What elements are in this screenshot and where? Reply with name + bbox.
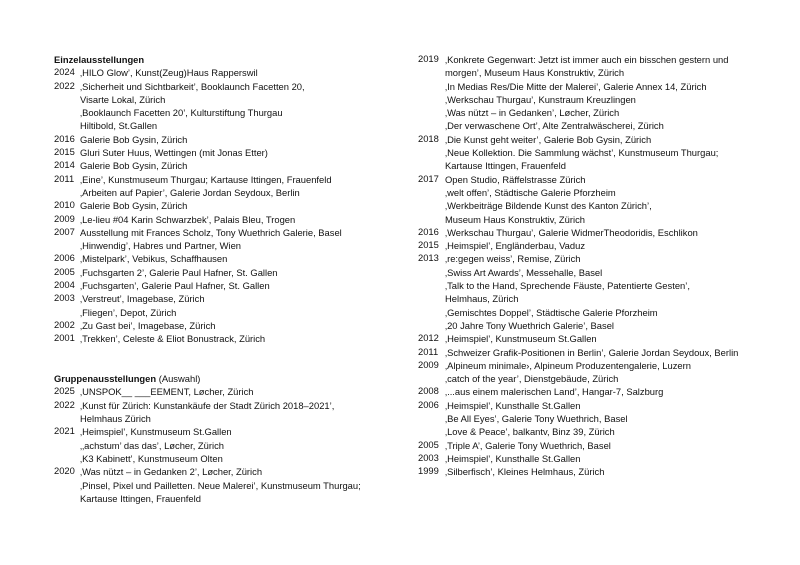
exhibition-lines: [80, 319, 399, 332]
exhibition-line: ‚Fliegen’, Depot, Zürich: [80, 306, 177, 318]
exhibition-entry: [54, 292, 399, 319]
group-exhibitions-list: [54, 385, 399, 505]
exhibition-line: Museum Haus Konstruktiv, Zürich: [445, 213, 585, 225]
exhibition-line: ‚Neue Kollektion. Die Sammlung wächst’, Kunstmuseum Thurgau;: [445, 147, 719, 159]
exhibition-lines: [445, 346, 788, 359]
exhibition-entry: [54, 465, 399, 505]
exhibition-line: ‚HILO Glow’, Kunst(Zeug)Haus Rapperswil: [80, 67, 258, 79]
exhibition-line: Galerie Bob Gysin, Zürich: [80, 200, 188, 212]
exhibition-entry: [54, 226, 399, 253]
exhibition-line: ‚Werkschau Thurgau’, Kunstraum Kreuzlingen: [445, 93, 636, 105]
exhibition-year: 2006: [54, 252, 75, 264]
exhibition-year: 2005: [54, 265, 75, 277]
exhibition-line: ‚Talk to the Hand, Sprechende Fäuste, Patentierte Gesten’,: [445, 280, 690, 292]
exhibition-year: 2020: [54, 465, 75, 477]
exhibition-line: ‚Was nützt – in Gedanken’, Løcher, Zürich: [445, 107, 620, 119]
exhibition-year: 2025: [54, 385, 75, 397]
exhibition-year: 2013: [418, 252, 439, 264]
exhibition-line: ‚K3 Kabinett’, Kunstmuseum Olten: [80, 452, 223, 464]
exhibition-year: 2003: [418, 451, 439, 463]
exhibition-lines: [445, 359, 788, 386]
exhibition-line: ‚Swiss Art Awards’, Messehalle, Basel: [445, 266, 603, 278]
exhibition-line: Galerie Bob Gysin, Zürich: [80, 160, 188, 172]
exhibition-year: 2016: [54, 132, 75, 144]
exhibition-line: ‚Was nützt – in Gedanken 2’, Løcher, Zürich: [80, 466, 263, 478]
exhibition-line: ‚Arbeiten auf Papier’, Galerie Jordan Seydoux, Berlin: [80, 186, 300, 198]
exhibition-line: ‚Pinsel, Pixel und Pailletten. Neue Malerei’, Kunstmuseum Thurgau;: [80, 479, 361, 491]
exhibition-line: ‚20 Jahre Tony Wuethrich Galerie’, Basel: [445, 319, 615, 331]
exhibition-year: 1999: [418, 465, 439, 477]
exhibition-line: ‚Be All Eyes’, Galerie Tony Wuethrich, Basel: [445, 413, 628, 425]
exhibition-line: ‚re:gegen weiss’, Remise, Zürich: [445, 253, 581, 265]
exhibition-line: ‚Mistelpark’, Vebikus, Schaffhausen: [80, 253, 228, 265]
exhibition-entry: [418, 346, 788, 359]
exhibition-entry: [54, 213, 399, 226]
exhibition-lines: [445, 399, 788, 439]
group-exhibitions-heading: Gruppenausstellungen (Auswahl): [54, 373, 201, 385]
exhibition-line: ‚Booklaunch Facetten 20’, Kulturstiftung Thurgau: [80, 107, 283, 119]
exhibition-line: Kartause Ittingen, Frauenfeld: [445, 160, 566, 172]
exhibition-entry: [418, 385, 788, 398]
exhibition-line: ‚Schweizer Grafik-Positionen in Berlin’, Galerie Jordan Seydoux, Berlin: [445, 346, 739, 358]
exhibition-line: Helmhaus Zürich: [80, 413, 151, 425]
exhibition-line: ‚Le-lieu #04 Karin Schwarzbek’, Palais Bleu, Trogen: [80, 213, 296, 225]
exhibition-line: Galerie Bob Gysin, Zürich: [80, 133, 188, 145]
exhibition-line: Kartause Ittingen, Frauenfeld: [80, 492, 201, 504]
exhibition-line: ‚Heimspiel’, Kunstmuseum St.Gallen: [445, 333, 597, 345]
exhibition-entry: [418, 465, 788, 478]
exhibition-year: 2011: [54, 172, 75, 184]
exhibition-entry: [54, 133, 399, 146]
exhibition-lines: [80, 266, 399, 279]
exhibition-lines: [80, 226, 399, 253]
exhibition-entry: [418, 239, 788, 252]
exhibition-lines: [80, 399, 399, 426]
exhibition-line: ‚Fuchsgarten’, Galerie Paul Hafner, St. Gallen: [80, 280, 270, 292]
exhibition-year: 2009: [418, 358, 439, 370]
exhibition-year: 2024: [54, 66, 75, 78]
exhibition-lines: [445, 465, 788, 478]
exhibition-year: 2010: [54, 199, 75, 211]
exhibition-line: ‚Sicherheit und Sichtbarkeit’, Booklaunch Facetten 20,: [80, 80, 305, 92]
group-exhibitions-list-continued: [418, 53, 788, 479]
exhibition-year: 2019: [418, 53, 439, 64]
exhibition-line: ‚welt offen’, Städtische Galerie Pforzheim: [445, 186, 616, 198]
exhibition-entry: [54, 146, 399, 159]
group-heading-note: (Auswahl): [156, 373, 201, 385]
exhibition-entry: [54, 266, 399, 279]
exhibition-year: 2018: [418, 132, 439, 144]
exhibition-entry: [418, 399, 788, 439]
exhibition-line: ‚Konkrete Gegenwart: Jetzt ist immer auch ein bisschen gestern und: [445, 54, 729, 65]
exhibition-entry: [418, 53, 788, 133]
exhibition-line: ‚Trekken’, Celeste & Eliot Bonustrack, Zürich: [80, 333, 266, 345]
exhibition-line: ‚Triple A’, Galerie Tony Wuethrich, Basel: [445, 439, 611, 451]
exhibition-line: Gluri Suter Huus, Wettingen (mit Jonas Etter): [80, 147, 268, 159]
exhibition-year: 2014: [54, 159, 75, 171]
exhibition-lines: [80, 133, 399, 146]
exhibition-entry: [418, 226, 788, 239]
exhibition-line: ‚catch of the year’, Dienstgebäude, Zürich: [445, 373, 619, 385]
exhibition-lines: [445, 439, 788, 452]
exhibition-year: 2015: [418, 239, 439, 251]
exhibition-line: morgen’, Museum Haus Konstruktiv, Zürich: [445, 67, 625, 79]
exhibition-line: ‚Silberfisch’, Kleines Helmhaus, Zürich: [445, 466, 605, 478]
exhibition-lines: [445, 252, 788, 332]
exhibition-line: ‚Heimspiel’, Kunsthalle St.Gallen: [445, 452, 581, 464]
exhibition-lines: [80, 159, 399, 172]
exhibition-entry: [54, 332, 399, 345]
exhibition-line: ‚Alpineum minimale›, Alpineum Produzentengalerie, Luzern: [445, 359, 691, 371]
exhibition-line: Helmhaus, Zürich: [445, 293, 519, 305]
exhibition-line: ‚Love & Peace’, balkantv, Binz 39, Zürich: [445, 426, 615, 438]
exhibition-line: ‚Fuchsgarten 2’, Galerie Paul Hafner, St. Gallen: [80, 266, 278, 278]
exhibition-line: ‚UNSPOK__ ___EEMENT, Løcher, Zürich: [80, 386, 254, 398]
exhibition-year: 2022: [54, 398, 75, 410]
exhibition-year: 2005: [418, 438, 439, 450]
solo-exhibitions-list: [54, 66, 399, 345]
exhibition-year: 2017: [418, 172, 439, 184]
exhibition-line: ‚Heimspiel’, Kunstmuseum St.Gallen: [80, 426, 232, 438]
exhibition-line: Visarte Lokal, Zürich: [80, 93, 166, 105]
exhibition-year: 2008: [418, 385, 439, 397]
exhibition-line: ‚Heimspiel’, Engländerbau, Vaduz: [445, 240, 586, 252]
exhibition-lines: [445, 332, 788, 345]
exhibition-entry: [54, 159, 399, 172]
left-column: [54, 53, 399, 505]
exhibition-entry: [54, 385, 399, 398]
exhibition-line: ‚Die Kunst geht weiter’, Galerie Bob Gysin, Zürich: [445, 133, 652, 145]
exhibition-entry: [418, 359, 788, 386]
exhibition-line: ‚In Medias Res/Die Mitte der Malerei’, Galerie Annex 14, Zürich: [445, 80, 707, 92]
exhibition-line: ‚Hinwendig’, Habres und Partner, Wien: [80, 240, 242, 252]
exhibition-entry: [418, 452, 788, 465]
exhibition-lines: [80, 425, 399, 465]
exhibition-line: ‚...aus einem malerischen Land’, Hangar-7, Salzburg: [445, 386, 664, 398]
exhibition-line: ‚Werkbeiträge Bildende Kunst des Kanton Zürich’,: [445, 200, 652, 212]
exhibition-entry: [418, 439, 788, 452]
exhibition-year: 2012: [418, 332, 439, 344]
exhibition-entry: [54, 199, 399, 212]
exhibition-lines: [80, 199, 399, 212]
solo-exhibitions-heading: Einzelausstellungen: [54, 54, 145, 65]
exhibition-line: ‚Werkschau Thurgau’, Galerie WidmerTheodoridis, Eschlikon: [445, 226, 698, 238]
exhibition-line: ‚‚achstum’ das das’, Løcher, Zürich: [80, 439, 224, 451]
exhibition-year: 2021: [54, 425, 75, 437]
exhibition-line: ‚Verstreut’, Imagebase, Zürich: [80, 293, 205, 305]
right-column: [418, 53, 788, 479]
exhibition-entry: [418, 133, 788, 173]
exhibition-lines: [80, 292, 399, 319]
section-spacer: [54, 346, 399, 373]
exhibition-line: ‚Zu Gast bei’, Imagebase, Zürich: [80, 319, 216, 331]
exhibition-line: Hiltibold, St.Gallen: [80, 120, 158, 132]
exhibition-line: ‚Gemischtes Doppel’, Städtische Galerie Pforzheim: [445, 306, 658, 318]
exhibition-entry: [54, 319, 399, 332]
exhibition-entry: [54, 425, 399, 465]
exhibition-year: 2015: [54, 146, 75, 158]
exhibition-lines: [80, 332, 399, 345]
exhibition-lines: [445, 239, 788, 252]
exhibition-year: 2022: [54, 79, 75, 91]
exhibition-line: ‚Kunst für Zürich: Kunstankäufe der Stadt Zürich 2018–2021’,: [80, 399, 335, 411]
exhibition-lines: [80, 66, 399, 79]
exhibition-year: 2004: [54, 279, 75, 291]
exhibition-line: ‚Eine’, Kunstmuseum Thurgau; Kartause Ittingen, Frauenfeld: [80, 173, 332, 185]
exhibition-lines: [80, 173, 399, 200]
exhibition-year: 2016: [418, 225, 439, 237]
exhibition-entry: [418, 173, 788, 226]
exhibition-lines: [80, 80, 399, 133]
exhibition-entry: [54, 252, 399, 265]
exhibition-lines: [445, 133, 788, 173]
exhibition-lines: [80, 213, 399, 226]
exhibition-year: 2003: [54, 292, 75, 304]
exhibition-entry: [54, 279, 399, 292]
exhibition-entry: [418, 332, 788, 345]
exhibition-entry: [54, 66, 399, 79]
exhibition-line: Ausstellung mit Frances Scholz, Tony Wuethrich Galerie, Basel: [80, 226, 342, 238]
exhibition-lines: [80, 279, 399, 292]
exhibition-lines: [80, 146, 399, 159]
exhibition-year: 2009: [54, 212, 75, 224]
exhibition-entry: [54, 173, 399, 200]
exhibition-line: ‚Der verwaschene Ort’, Alte Zentralwäscherei, Zürich: [445, 120, 664, 132]
exhibition-lines: [80, 252, 399, 265]
exhibition-lines: [445, 173, 788, 226]
exhibition-year: 2011: [418, 345, 439, 357]
exhibition-lines: [445, 53, 788, 133]
exhibition-entry: [54, 80, 399, 133]
exhibition-year: 2001: [54, 332, 75, 344]
exhibition-line: Open Studio, Räffelstrasse Zürich: [445, 173, 586, 185]
exhibition-lines: [445, 385, 788, 398]
exhibition-entry: [418, 252, 788, 332]
exhibition-lines: [445, 226, 788, 239]
exhibition-year: 2007: [54, 225, 75, 237]
exhibition-year: 2006: [418, 398, 439, 410]
exhibition-lines: [80, 385, 399, 398]
exhibition-entry: [54, 399, 399, 426]
exhibition-lines: [80, 465, 399, 505]
exhibition-line: ‚Heimspiel’, Kunsthalle St.Gallen: [445, 399, 581, 411]
exhibition-year: 2002: [54, 318, 75, 330]
exhibition-lines: [445, 452, 788, 465]
